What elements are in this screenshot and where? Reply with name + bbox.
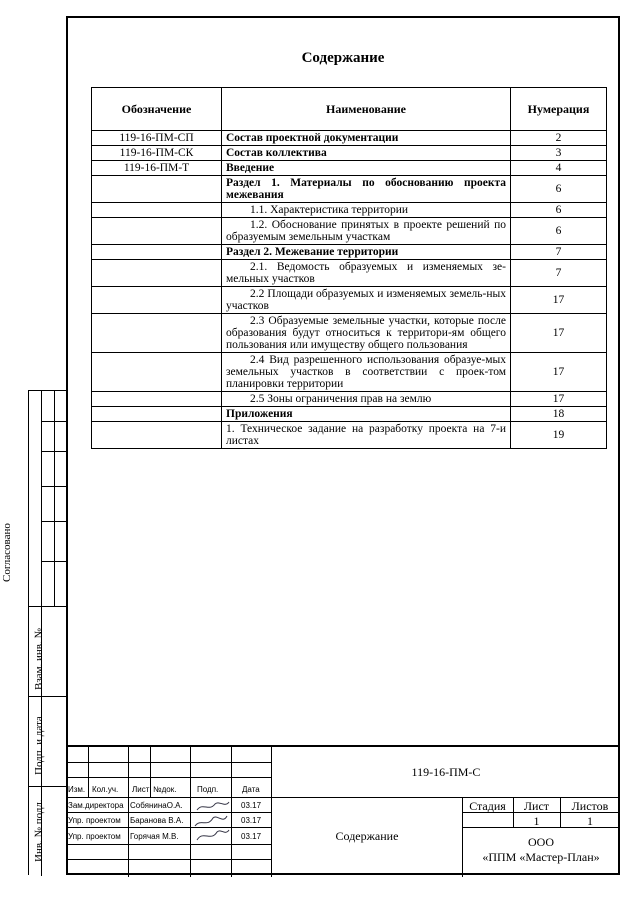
table-row (92, 287, 607, 314)
table-row (92, 146, 607, 161)
row-page: 17 (511, 392, 607, 407)
row-title: Состав проектной документации (222, 131, 511, 146)
row-page: 2 (511, 131, 607, 146)
agreed-label: Согласовано (1, 523, 13, 582)
person-name: Баранова В.А. (130, 816, 184, 825)
row-page: 4 (511, 161, 607, 176)
org-line2: «ППМ «Мастер-План» (482, 850, 600, 864)
header-name: Наименование (222, 88, 511, 131)
col-sheet: Лист (132, 785, 150, 794)
person-date: 03.17 (241, 801, 262, 810)
sheets-label: Листов (571, 799, 609, 813)
row-designation (92, 176, 222, 203)
sheet-value: 1 (533, 814, 540, 828)
row-title: 2.1. Ведомость образуемых и изменяемых зе-мельных участков (222, 260, 511, 287)
row-designation (92, 422, 222, 449)
org-line1: ООО (528, 835, 554, 849)
row-title: 1. Техническое задание на разработку проекта на 7-и листах (222, 422, 511, 449)
row-page: 6 (511, 176, 607, 203)
row-page: 17 (511, 287, 607, 314)
person-role: Упр. проектом (68, 832, 121, 841)
table-row (92, 245, 607, 260)
col-docnum: №док. (153, 785, 177, 794)
contents-table (91, 87, 607, 449)
row-page: 3 (511, 146, 607, 161)
row-page: 7 (511, 260, 607, 287)
doc-code: 119-16-ПМ-С (411, 765, 481, 779)
col-date: Дата (242, 785, 260, 794)
row-designation (92, 218, 222, 245)
table-row (92, 203, 607, 218)
row-page: 6 (511, 203, 607, 218)
replace-inv-label: Взам. инв. № (33, 628, 45, 690)
table-row (92, 260, 607, 287)
table-row (92, 353, 607, 392)
row-designation (92, 245, 222, 260)
row-designation (92, 260, 222, 287)
table-row (92, 131, 607, 146)
row-page: 6 (511, 218, 607, 245)
row-title: 2.2 Площади образуемых и изменяемых земель-ных участков (222, 287, 511, 314)
person-date: 03.17 (241, 832, 262, 841)
row-title: 1.2. Обоснование принятых в проекте решений по образуемым земельным участкам (222, 218, 511, 245)
row-designation (92, 203, 222, 218)
header-designation: Обозначение (92, 88, 222, 131)
stage-label: Стадия (469, 799, 506, 813)
row-page: 17 (511, 353, 607, 392)
table-row (92, 407, 607, 422)
row-title: Раздел 2. Межевание территории (222, 245, 511, 260)
signatures-image (191, 798, 231, 844)
person-name: СобянинаО.А. (130, 801, 183, 810)
row-title: Приложения (222, 407, 511, 422)
row-designation (92, 287, 222, 314)
row-designation: 119-16-ПМ-Т (92, 161, 222, 176)
row-designation (92, 353, 222, 392)
row-title: 2.4 Вид разрешенного использования образуе-мых земельных участков в соответствии с проек-том планировки территории (222, 353, 511, 392)
table-row (92, 422, 607, 449)
table-row (92, 314, 607, 353)
row-designation: 119-16-ПМ-СК (92, 146, 222, 161)
col-count: Кол.уч. (92, 785, 119, 794)
table-row (92, 161, 607, 176)
row-title: 2.5 Зоны ограничения прав на землю (222, 392, 511, 407)
page-title: Содержание (301, 50, 385, 66)
row-designation (92, 407, 222, 422)
row-designation (92, 392, 222, 407)
row-title: Введение (222, 161, 511, 176)
table-row (92, 218, 607, 245)
person-name: Горячая М.В. (130, 832, 179, 841)
table-row (92, 176, 607, 203)
inv-number-label: Инв. № подл. (33, 799, 45, 862)
header-page: Нумерация (511, 88, 607, 131)
col-change: Изм. (68, 785, 86, 794)
row-page: 18 (511, 407, 607, 422)
row-title: Состав коллектива (222, 146, 511, 161)
table-row (92, 392, 607, 407)
row-title: 2.3 Образуемые земельные участки, которые после образования будут относиться к территори-ям общего пользования или имуществу общего пользования (222, 314, 511, 353)
row-page: 17 (511, 314, 607, 353)
sheet-label: Лист (523, 799, 550, 813)
table-header-row (92, 88, 607, 131)
row-page: 7 (511, 245, 607, 260)
row-designation (92, 314, 222, 353)
signature-date-label: Подп. и дата (33, 716, 45, 775)
col-signature: Подп. (197, 785, 219, 794)
row-page: 19 (511, 422, 607, 449)
row-title: 1.1. Характеристика территории (222, 203, 511, 218)
person-role: Упр. проектом (68, 816, 121, 825)
row-title: Раздел 1. Материалы по обоснованию проекта межевания (222, 176, 511, 203)
title-block (66, 745, 620, 877)
row-designation: 119-16-ПМ-СП (92, 131, 222, 146)
person-role: Зам.директора (68, 801, 124, 810)
person-date: 03.17 (241, 816, 262, 825)
sheet-title: Содержание (335, 829, 399, 843)
sheets-value: 1 (587, 814, 593, 828)
